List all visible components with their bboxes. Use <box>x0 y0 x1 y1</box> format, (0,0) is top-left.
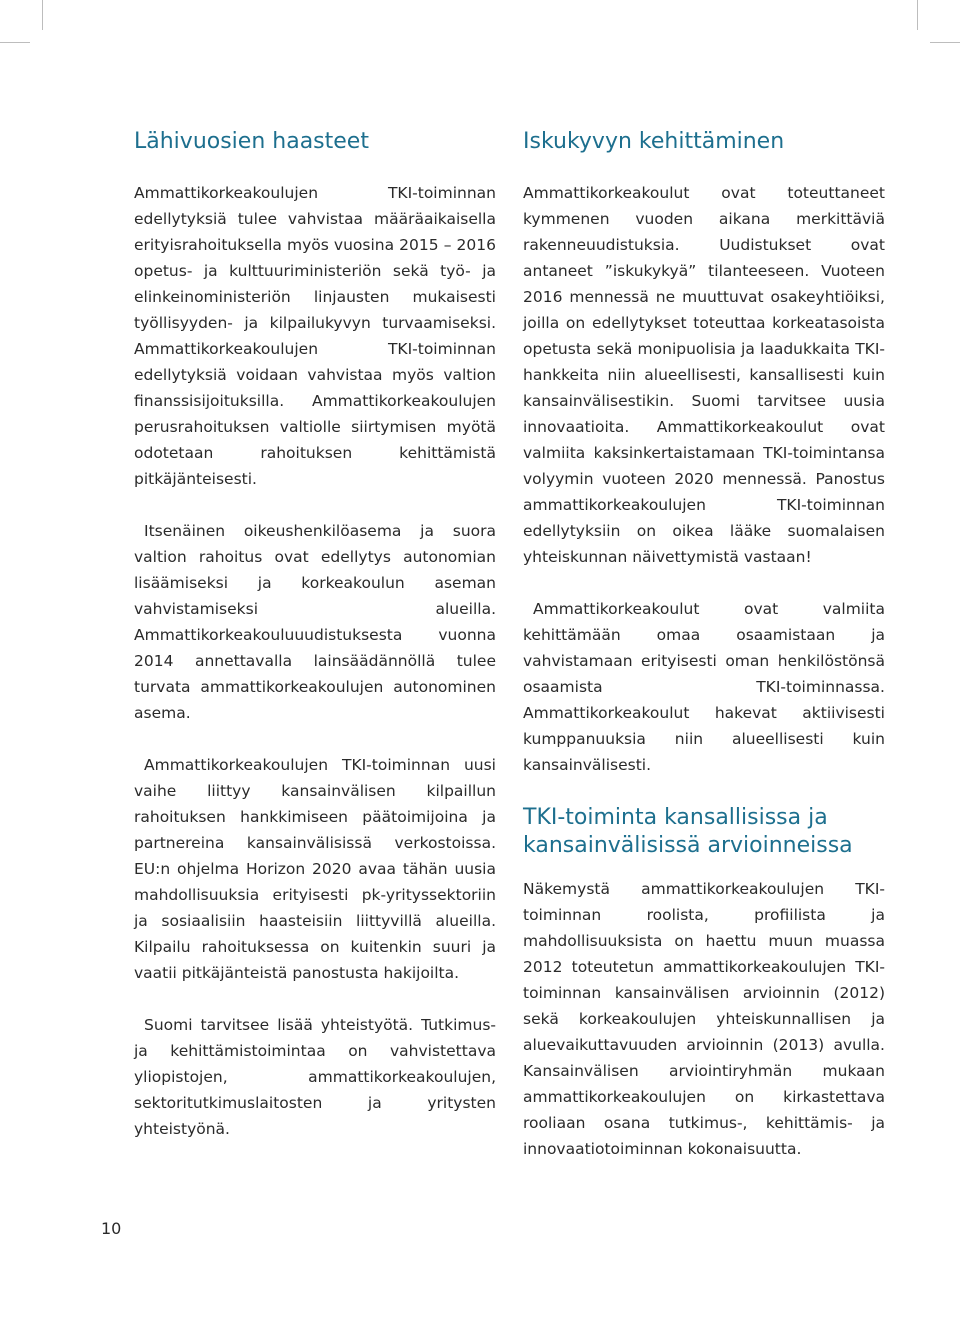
right-column <box>523 128 885 1188</box>
section-heading-evaluations: TKI-toiminta kansallisissa ja kansainvälisissä arvioinneissa <box>523 805 853 858</box>
paragraph: Ammattikorkeakoulujen TKI-toiminnan uusi vaihe liittyy kansainvälisen kilpaillun rahoituksen hankkimiseen päätoimijoina ja partnereina kansainvälisissä verkostoissa. EU:n ohjelma Horizon 2020 avaa tähän uusia mahdollisuuksia erityisesti pk-yrityssektoriin ja sosiaalisiin haasteisiin liittyvillä alueilla. Kilpailu rahoituksessa on kuitenkin suuri ja vaatii pitkäjänteistä panostusta hakijoilta. <box>134 756 496 982</box>
section-heading-challenges: Lähivuosien haasteet <box>134 129 369 154</box>
paragraph: Ammattikorkeakoulut ovat toteuttaneet kymmenen vuoden aikana merkittäviä rakenneuudistuksia. Uudistukset ovat antaneet ”iskukykyä” tilanteeseen. Vuoteen 2016 mennessä ne muuttuvat osakeyhtiöiksi, joilla on edellytykset toteuttaa korkeatasoista opetusta sekä monipuolisia ja laadukkaita TKI-hankkeita niin alueellisesti, kansallisesti kuin kansainvälisestikin. Suomi tarvitsee uusia innovaatioita. Ammattikorkeakoulut ovat valmiita kaksinkertaistamaan TKI-toimintansa volyymin vuoteen 2020 mennessä. Panostus ammattikorkeakoulujen TKI-toiminnan edellytyksiin on oikea lääke suomalaisen yhteiskunnan näivettymistä vastaan! <box>523 184 885 566</box>
paragraph: Suomi tarvitsee lisää yhteistyötä. Tutkimus- ja kehittämistoimintaa on vahvistettava yliopistojen, ammattikorkeakoulujen, sektoritutkimuslaitosten ja yritysten yhteistyönä. <box>134 1016 496 1138</box>
paragraph: Ammattikorkeakoulujen TKI-toiminnan edellytyksiä tulee vahvistaa määräaikaisella erityisrahoituksella myös vuosina 2015 – 2016 opetus- ja kulttuuriministeriön sekä työ- ja elinkeinoministeriön linjausten mukaisesti työllisyyden- ja kilpailukyvyn turvaamiseksi. Ammattikorkeakoulujen TKI-toiminnan edellytyksiä voidaan vahvistaa myös valtion finanssisijoituksilla. Ammattikorkeakoulujen perusrahoituksen valtiolle siirtymisen myötä odotetaan rahoituksen kehittämistä pitkäjänteisesti. <box>134 184 496 488</box>
paragraph: Itsenäinen oikeushenkilöasema ja suora valtion rahoitus ovat edellytys autonomian lisäämiseksi ja korkeakoulun aseman vahvistamiseksi alueilla. Ammattikorkeakouluuudistuksesta vuonna 2014 annettavalla lainsäädännöllä tulee turvata ammattikorkeakoulujen autonominen asema. <box>134 522 496 722</box>
section-heading-capability: Iskukyvyn kehittäminen <box>523 129 785 154</box>
crop-mark-top-left-vertical <box>42 0 43 30</box>
crop-mark-top-right-horizontal <box>930 42 960 43</box>
crop-mark-top-right-vertical <box>917 0 918 30</box>
crop-mark-top-left-horizontal <box>0 42 30 43</box>
paragraph: Näkemystä ammattikorkeakoulujen TKI-toiminnan roolista, profiilista ja mahdollisuuksista on haettu muun muassa 2012 toteutetun ammattikorkeakoulujen TKI-toiminnan kansainvälisen arvioinnin (2012) sekä korkeakoulujen yhteiskunnallisen ja aluevaikuttavuuden arvioinnin (2013) avulla. Kansainvälisen arviointiryhmän mukaan ammattikorkeakoulujen on kirkastettava rooliaan osana tutkimus-, kehittämis- ja innovaatiotoiminnan kokonaisuutta. <box>523 880 885 1158</box>
page-number: 10 <box>101 1219 122 1238</box>
paragraph: Ammattikorkeakoulut ovat valmiita kehittämään omaa osaamistaan ja vahvistamaan erityisesti oman henkilöstönsä osaamista TKI-toiminnassa. Ammattikorkeakoulut hakevat aktiivisesti kumppanuuksia niin alueellisesti kuin kansainvälisesti. <box>523 600 885 774</box>
left-column <box>134 128 496 1168</box>
